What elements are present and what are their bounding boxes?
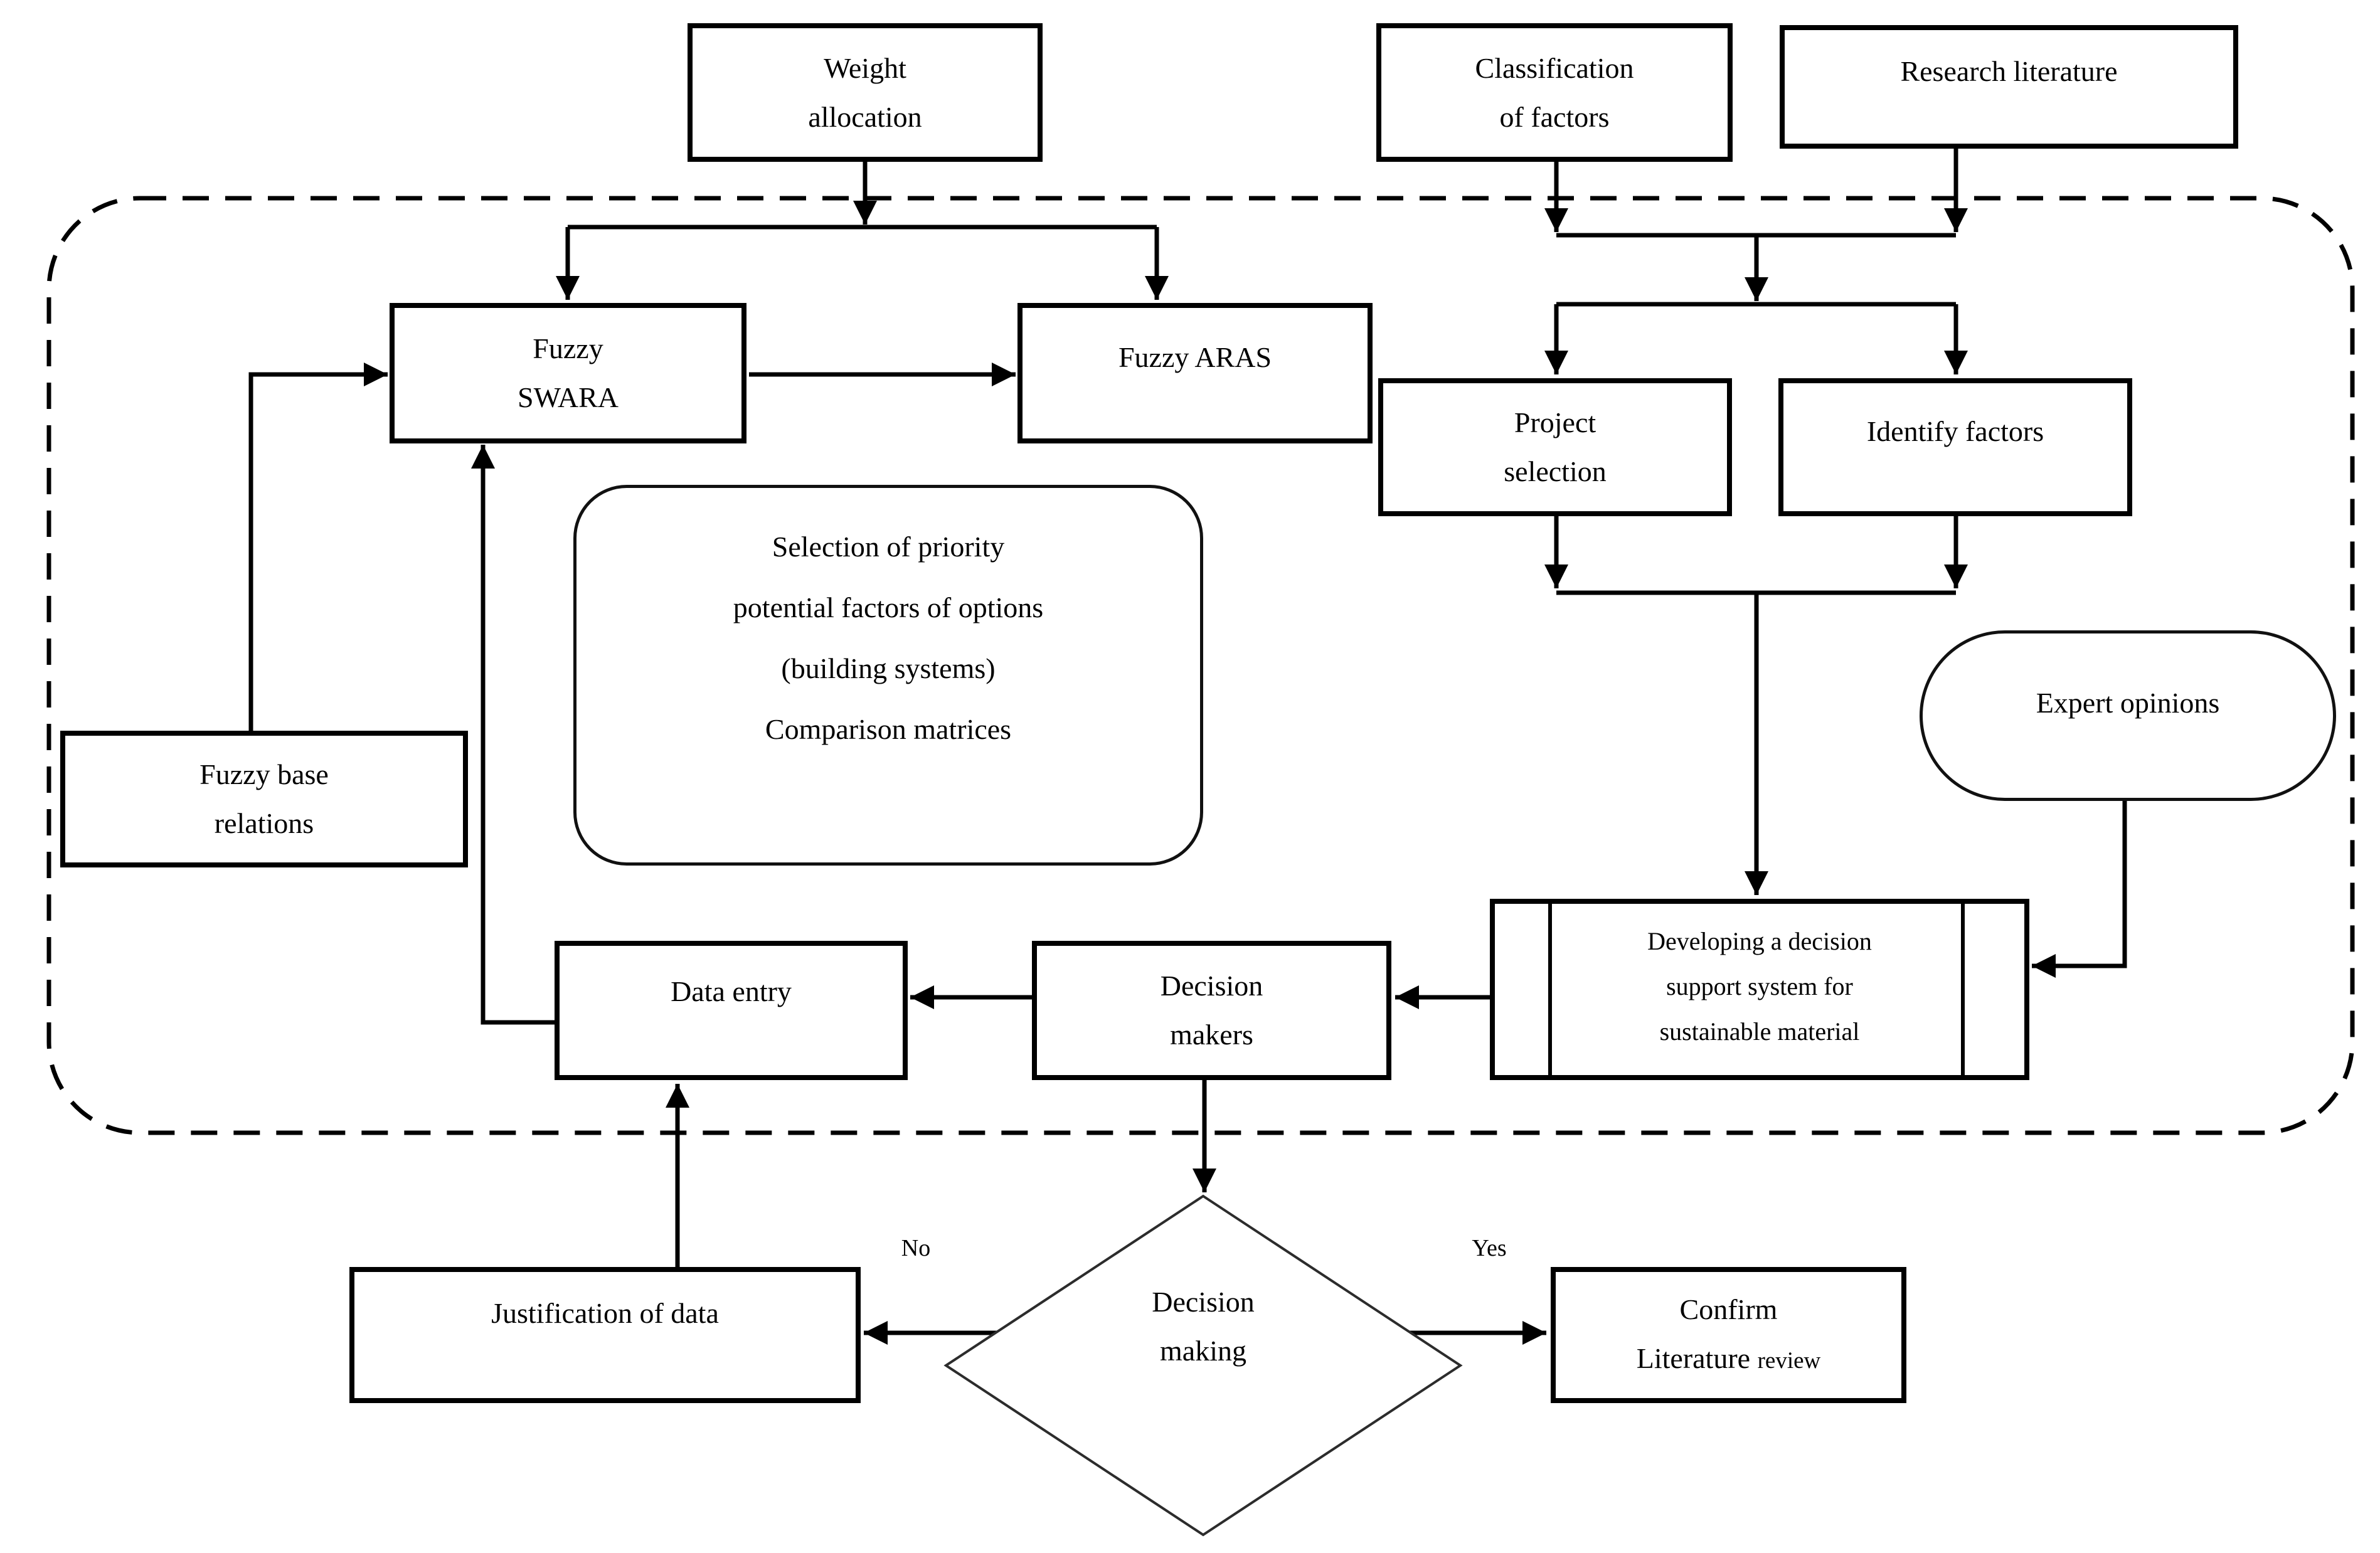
edge-expert-to-developing: [2032, 801, 2125, 966]
node-fuzzy-base-relations-text: Fuzzy base: [199, 758, 329, 790]
node-identify-factors-text: Identify factors: [1866, 415, 2044, 447]
node-fuzzy-swara: Fuzzy SWARA: [390, 303, 746, 443]
node-expert-opinions: [1920, 630, 2336, 801]
node-classification-text: Classification: [1475, 51, 1634, 84]
edge-label-no: No: [901, 1235, 931, 1261]
node-justification-of-data: [349, 1267, 861, 1403]
node-decision-makers: Decision makers: [1032, 941, 1391, 1080]
node-identify-factors: [1778, 378, 2132, 516]
node-developing-dss-text: Developing a decision: [1647, 926, 1872, 955]
node-data-entry: [555, 941, 908, 1080]
node-confirm-literature-review: [1551, 1267, 1906, 1403]
node-justification-of-data-text: Justification of data: [491, 1296, 719, 1329]
node-project-selection-text: Project: [1514, 406, 1596, 438]
node-confirm-line2: Literature: [1636, 1342, 1751, 1374]
node-fuzzy-swara-text: Fuzzy: [533, 332, 603, 364]
node-research-literature-text: Research literature: [1900, 55, 2118, 87]
node-weight-allocation-text: Weight: [824, 51, 906, 84]
predefined-process-strut-right: [1961, 904, 1965, 1075]
node-decision-making-text: Decision: [1152, 1286, 1255, 1318]
edge-label-yes: Yes: [1472, 1235, 1507, 1261]
node-classification-of-factors: Classification of factors: [1376, 23, 1733, 162]
node-selection-matrices: Selection of priority potential factors of options (building systems) Comparison matrices: [573, 485, 1203, 866]
node-decision-makers-text: Decision: [1160, 970, 1263, 1002]
node-research-literature: [1780, 25, 2238, 149]
node-decision-making: Decision making: [1015, 1270, 1391, 1383]
node-weight-allocation: Weight allocation: [688, 23, 1043, 162]
node-expert-opinions-text: Expert opinions: [2036, 687, 2220, 719]
node-confirm-line2-small: review: [1757, 1347, 1821, 1374]
predefined-process-strut-left: [1548, 904, 1552, 1075]
edge-dataentry-to-swara: [483, 445, 557, 1022]
edge-base-to-swara: [251, 374, 388, 731]
node-fuzzy-aras: [1017, 303, 1373, 443]
node-confirm-line1: Confirm: [1679, 1293, 1778, 1325]
node-selection-matrices-text: Selection of priority: [772, 531, 1005, 563]
node-data-entry-text: Data entry: [671, 975, 792, 1007]
node-fuzzy-base-relations: Fuzzy base relations: [60, 731, 468, 867]
node-fuzzy-aras-text: Fuzzy ARAS: [1118, 341, 1272, 373]
node-developing-dss: Developing a decision support system for sustainable material: [1490, 899, 2029, 1080]
node-project-selection: Project selection: [1378, 378, 1732, 516]
